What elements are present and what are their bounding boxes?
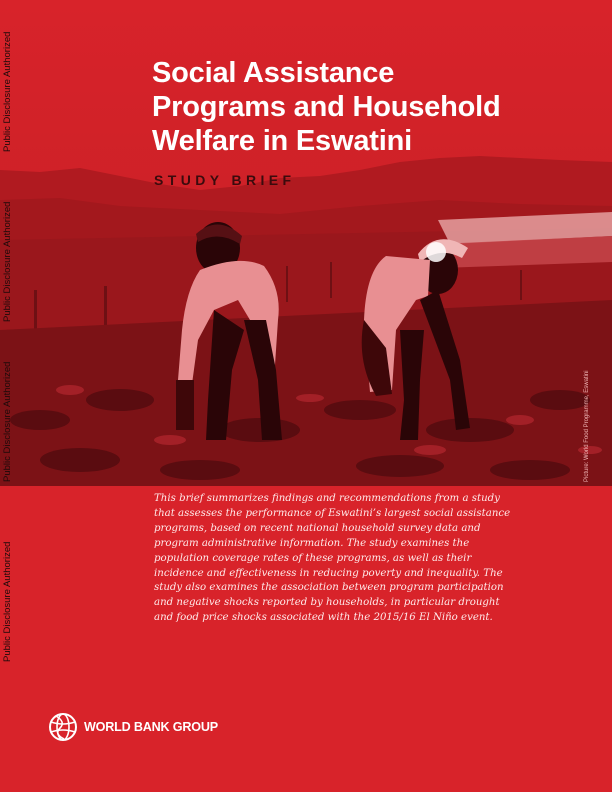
publisher-logo [48, 708, 218, 746]
disclosure-label-1 [2, 136, 13, 152]
globe-icon [48, 712, 78, 742]
photo-credit: Picture: World Food Programme, Eswatini [584, 370, 590, 482]
disclosure-label-3 [2, 466, 13, 482]
title-line-2: Programs and Household [152, 91, 501, 123]
report-subtitle: STUDY BRIEF [154, 172, 296, 188]
title-line-1: Social Assistance [152, 57, 395, 89]
disclosure-label-2 [2, 306, 13, 322]
disclosure-label-4: Public Disclosure Authorized [2, 541, 13, 662]
title-line-3: Welfare in Eswatini [152, 125, 412, 157]
abstract-text: This brief summarizes findings and recommendations from a study that assesses the performance of Eswatini’s largest social assistance programs, based on recent national household survey data and program administrative information. The study examines the population coverage rates of these programs, as well as their incidence and effectiveness in reducing poverty and inequality. The study also examines the association between program participation and negative shocks reported by households, in particular drought and food price shocks associated with the 2015/16 El Niño event. [154, 493, 511, 624]
publisher-name: WORLD BANK GROUP [84, 720, 218, 734]
report-title [152, 56, 572, 158]
